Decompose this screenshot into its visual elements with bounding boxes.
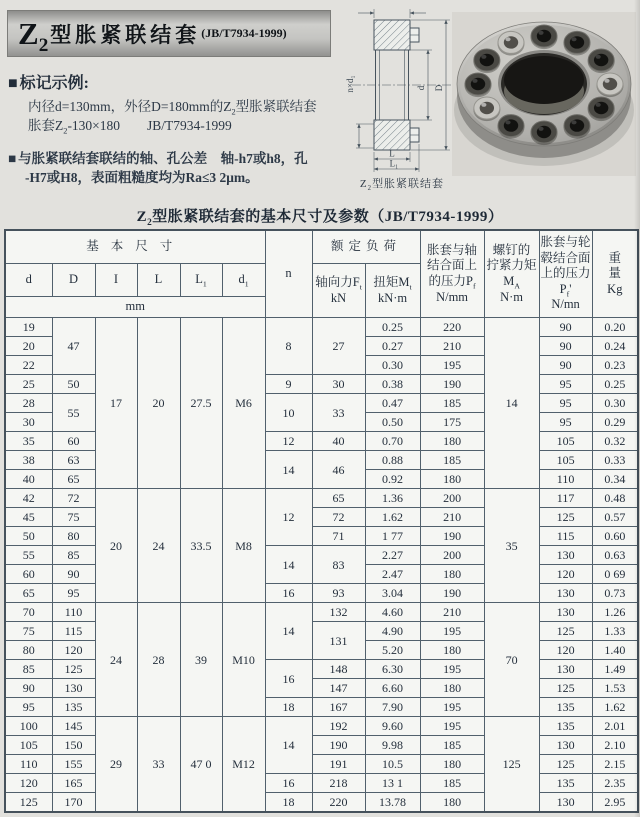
spec-cell: 46 [312,451,365,489]
spec-cell: 175 [420,413,484,432]
spec-cell: 135 [539,774,592,793]
spec-cell: 195 [420,698,484,717]
spec-cell: 0.27 [365,337,420,356]
spec-cell: 1.26 [592,603,638,622]
spec-cell: 95 [539,375,592,394]
spec-cell: 2.10 [592,736,638,755]
spec-cell: 70 [5,603,52,622]
spec-cell: 75 [5,622,52,641]
spec-cell: 125 [484,717,539,813]
spec-cell: 6.60 [365,679,420,698]
spec-cell: 0.30 [365,356,420,375]
spec-cell: 9.98 [365,736,420,755]
spec-cell: 120 [52,641,95,660]
spec-cell: 24 [137,489,180,603]
spec-cell: 2.35 [592,774,638,793]
spec-cell: 125 [52,660,95,679]
spec-cell: 14 [484,318,539,489]
spec-cell: 4.60 [365,603,420,622]
dim-label-nxd1: n×d₁ [345,75,355,93]
spec-cell: 33 [312,394,365,432]
spec-cell: 180 [420,470,484,489]
spec-cell: 180 [420,641,484,660]
spec-cell: 65 [52,470,95,489]
dim-label-d: d [416,85,426,91]
spec-cell: 29 [95,717,137,813]
spec-cell: 185 [420,736,484,755]
spec-cell: 195 [420,660,484,679]
spec-cell: 185 [420,451,484,470]
spec-cell: 55 [5,546,52,565]
dim-label-L1: L₁ [389,158,399,169]
header-axial-force: 轴向力$F_t$ kN [312,264,365,318]
spec-cell: 14 [265,603,312,660]
header-pressure-shaft: 胀套与轴 结合面上 的压力$P_f$ N/mm [420,230,484,318]
spec-cell: 167 [312,698,365,717]
spec-cell: 72 [52,489,95,508]
spec-cell: 0.47 [365,394,420,413]
spec-cell: 100 [5,717,52,736]
spec-cell: 145 [52,717,95,736]
spec-cell: 9.60 [365,717,420,736]
spec-cell: 120 [539,565,592,584]
header-n: n [265,230,312,318]
header-dim: $d_1$ [222,264,265,297]
spec-cell: 195 [420,717,484,736]
spec-cell: 125 [539,508,592,527]
spec-cell: 90 [539,337,592,356]
spec-cell: 19 [5,318,52,337]
spec-cell: 95 [539,413,592,432]
page-title-bar [7,10,331,57]
spec-cell: 24 [95,603,137,717]
spec-cell: 20 [95,489,137,603]
spec-cell: 0 69 [592,565,638,584]
page-title: 型胀紧联结套 [50,22,201,47]
spec-cell: 150 [52,736,95,755]
spec-cell: 9 [265,375,312,394]
tolerance-note-text-1: 与胀紧联结套联结的轴、孔公差 轴-h7或h8，孔 [18,151,308,166]
spec-cell: 170 [52,793,95,813]
spec-cell: 185 [420,774,484,793]
spec-cell: 50 [52,375,95,394]
spec-cell: 200 [420,489,484,508]
spec-cell: 0.33 [592,451,638,470]
spec-cell: 20 [137,318,180,489]
spec-cell: 28 [5,394,52,413]
spec-cell: 35 [5,432,52,451]
marking-line-2: 胀套$Z_2-130\times 180$ JB/T7934-1999 [28,118,232,136]
spec-cell: 130 [539,546,592,565]
spec-cell: 148 [312,660,365,679]
spec-cell: 200 [420,546,484,565]
spec-cell: 1.49 [592,660,638,679]
spec-cell: 42 [5,489,52,508]
header-dim: L [137,264,180,297]
spec-cell: 0.34 [592,470,638,489]
spec-cell: 132 [312,603,365,622]
spec-cell: 0.70 [365,432,420,451]
spec-cell: 192 [312,717,365,736]
spec-cell: 17 [95,318,137,489]
spec-cell: 190 [420,584,484,603]
spec-table-head [5,230,638,318]
marking-heading-label: 标记示例: [19,75,90,92]
flange-section-bottom [374,120,410,150]
header-tightening-torque: 螺钉的 拧紧力矩 $M_A$ N·m [484,230,539,318]
header-dim: D [52,264,95,297]
spec-cell: 80 [5,641,52,660]
spec-cell: 2.27 [365,546,420,565]
spec-cell: 180 [420,679,484,698]
spec-cell: 110 [52,603,95,622]
spec-cell: 72 [312,508,365,527]
spec-cell: 165 [52,774,95,793]
spec-cell: 8 [265,318,312,375]
spec-cell: 12 [265,489,312,546]
spec-cell: 0.25 [365,318,420,337]
spec-cell: M8 [222,489,265,603]
spec-cell: 47 0 [180,717,222,813]
spec-cell: 63 [52,451,95,470]
spec-cell: 130 [539,736,592,755]
spec-cell: 4.90 [365,622,420,641]
spec-cell: 40 [5,470,52,489]
spec-cell: 125 [5,793,52,813]
spec-cell: 210 [420,603,484,622]
marking-heading [8,70,89,93]
spec-cell: 16 [265,584,312,603]
spec-cell: 125 [539,679,592,698]
header-weight: 重 量 Kg [592,230,638,318]
spec-cell: 131 [312,622,365,660]
spec-table-body [5,318,638,813]
spec-cell: 90 [539,356,592,375]
spec-cell: 0.32 [592,432,638,451]
header-dim: I [95,264,137,297]
page-title-standard: (JB/T7934-1999) [201,26,287,40]
spec-cell: 130 [539,603,592,622]
spec-table [4,229,639,813]
spec-cell: 40 [312,432,365,451]
spec-cell: 28 [137,603,180,717]
spec-cell: 3.04 [365,584,420,603]
spec-cell: 135 [539,717,592,736]
spec-cell: 65 [5,584,52,603]
spec-cell: 2.15 [592,755,638,774]
spec-cell: 0.30 [592,394,638,413]
spec-cell: 120 [539,641,592,660]
spec-cell: 18 [265,793,312,813]
header-basic-dimensions: 基本尺寸 [5,230,265,264]
spec-cell: 0.73 [592,584,638,603]
spec-cell: 10.5 [365,755,420,774]
spec-cell: 14 [265,546,312,584]
spec-cell: 55 [52,394,95,432]
spec-cell: 195 [420,622,484,641]
spec-cell: 12 [265,432,312,451]
spec-cell: 190 [420,375,484,394]
spec-cell: 2.47 [365,565,420,584]
spec-cell: M10 [222,603,265,717]
spec-cell: 110 [539,470,592,489]
spec-cell: M12 [222,717,265,813]
spec-cell: 14 [265,717,312,774]
spec-cell: 210 [420,508,484,527]
spec-cell: 10 [265,394,312,432]
spec-cell: 191 [312,755,365,774]
flange-section-top [374,20,410,50]
spec-cell: 50 [5,527,52,546]
spec-cell: 18 [265,698,312,717]
spec-cell: 25 [5,375,52,394]
spec-cell: 90 [539,318,592,337]
spec-cell: 71 [312,527,365,546]
drawing-caption: $Z_2$型胀紧联结套 [359,178,445,193]
spec-cell: 2.01 [592,717,638,736]
spec-cell: 0.63 [592,546,638,565]
product-photo [452,12,636,176]
spec-cell: M6 [222,318,265,489]
spec-cell: 210 [420,337,484,356]
spec-cell: 6.30 [365,660,420,679]
spec-cell: 117 [539,489,592,508]
spec-cell: 130 [539,660,592,679]
spec-cell: 0.60 [592,527,638,546]
page-title-z: $Z_2$ [18,15,49,56]
spec-cell: 0.48 [592,489,638,508]
spec-cell: 47 [52,318,95,375]
header-torque: 扭矩$M_t$ kN·m [365,264,420,318]
spec-cell: 70 [484,603,539,717]
spec-cell: 0.23 [592,356,638,375]
header-rated-load: 额定负荷 [312,230,420,264]
spec-cell: 0.25 [592,375,638,394]
spec-cell: 95 [539,394,592,413]
spec-cell: 60 [52,432,95,451]
spec-cell: 195 [420,356,484,375]
spec-cell: 120 [5,774,52,793]
spec-cell: 7.90 [365,698,420,717]
spec-cell: 45 [5,508,52,527]
spec-cell: 130 [539,584,592,603]
spec-cell: 130 [539,793,592,813]
spec-cell: 30 [5,413,52,432]
spec-cell: 0.88 [365,451,420,470]
spec-cell: 1.40 [592,641,638,660]
spec-cell: 180 [420,432,484,451]
spec-cell: 33 [137,717,180,813]
spec-cell: 33.5 [180,489,222,603]
spec-cell: 39 [180,603,222,717]
marking-line-1: 内径d=130mm，外径D=180mm的$Z_2$型胀紧联结套 [28,99,317,117]
spec-cell: 1 77 [365,527,420,546]
spec-cell: 90 [5,679,52,698]
spec-cell: 185 [420,394,484,413]
spec-cell: 147 [312,679,365,698]
bore-dark [504,56,584,104]
spec-cell: 27 [312,318,365,375]
header-dim: d [5,264,52,297]
spec-cell: 220 [312,793,365,813]
spec-cell: 218 [312,774,365,793]
spec-cell: 105 [539,451,592,470]
spec-cell: 105 [5,736,52,755]
spec-cell: 125 [539,755,592,774]
spec-cell: 135 [52,698,95,717]
spec-cell: 0.24 [592,337,638,356]
spec-cell: 14 [265,451,312,489]
spec-cell: 1.62 [365,508,420,527]
spec-cell: 95 [52,584,95,603]
spec-cell: 0.50 [365,413,420,432]
spec-cell: 27.5 [180,318,222,489]
spec-cell: 75 [52,508,95,527]
tolerance-note-line-2: -H7或H8，表面粗糙度均为Ra≤3 2μm。 [25,170,259,185]
spec-cell: 1.36 [365,489,420,508]
spec-cell: 93 [312,584,365,603]
spec-cell: 1.33 [592,622,638,641]
spec-cell: 1.53 [592,679,638,698]
spec-cell: 180 [420,565,484,584]
spec-cell: 20 [5,337,52,356]
spec-cell: 16 [265,660,312,698]
spec-cell: 30 [312,375,365,394]
square-bullet-icon: ■ [8,151,17,166]
spec-cell: 190 [420,527,484,546]
header-dim: $L_1$ [180,264,222,297]
spec-cell: 155 [52,755,95,774]
spec-cell: 135 [539,698,592,717]
spec-cell: 90 [52,565,95,584]
spec-cell: 95 [5,698,52,717]
spec-cell: 2.95 [592,793,638,813]
spec-cell: 85 [5,660,52,679]
spec-cell: 80 [52,527,95,546]
spec-cell: 105 [539,432,592,451]
spec-cell: 0.92 [365,470,420,489]
spec-cell: 220 [420,318,484,337]
spec-cell: 13.78 [365,793,420,813]
spec-cell: 16 [265,774,312,793]
spec-cell: 0.38 [365,375,420,394]
spec-cell: 5.20 [365,641,420,660]
header-pressure-hub: 胀套与轮 毂结合面 上的压力 $P_f'$ N/mn [539,230,592,318]
spec-cell: 125 [539,622,592,641]
spec-cell: 83 [312,546,365,584]
square-bullet-icon: ■ [8,75,18,92]
technical-drawing [344,4,460,174]
spec-cell: 180 [420,755,484,774]
header-unit-mm: mm [5,297,265,318]
spec-cell: 65 [312,489,365,508]
dim-label-D: D [434,84,444,92]
table-title: $Z_2$型胀紧联结套的基本尺寸及参数（JB/T7934-1999） [136,209,504,228]
spec-cell: 110 [5,755,52,774]
spec-cell: 115 [52,622,95,641]
spec-cell: 0.29 [592,413,638,432]
spec-cell: 115 [539,527,592,546]
spec-cell: 22 [5,356,52,375]
spec-cell: 180 [420,793,484,813]
spec-cell: 38 [5,451,52,470]
spec-cell: 0.20 [592,318,638,337]
spec-cell: 13 1 [365,774,420,793]
spec-cell: 1.62 [592,698,638,717]
spec-cell: 60 [5,565,52,584]
spec-cell: 0.57 [592,508,638,527]
tolerance-note-line-1 [8,147,308,167]
spec-cell: 190 [312,736,365,755]
spec-cell: 35 [484,489,539,603]
spec-cell: 130 [52,679,95,698]
dim-label-L: L [389,148,395,159]
spec-cell: 85 [52,546,95,565]
